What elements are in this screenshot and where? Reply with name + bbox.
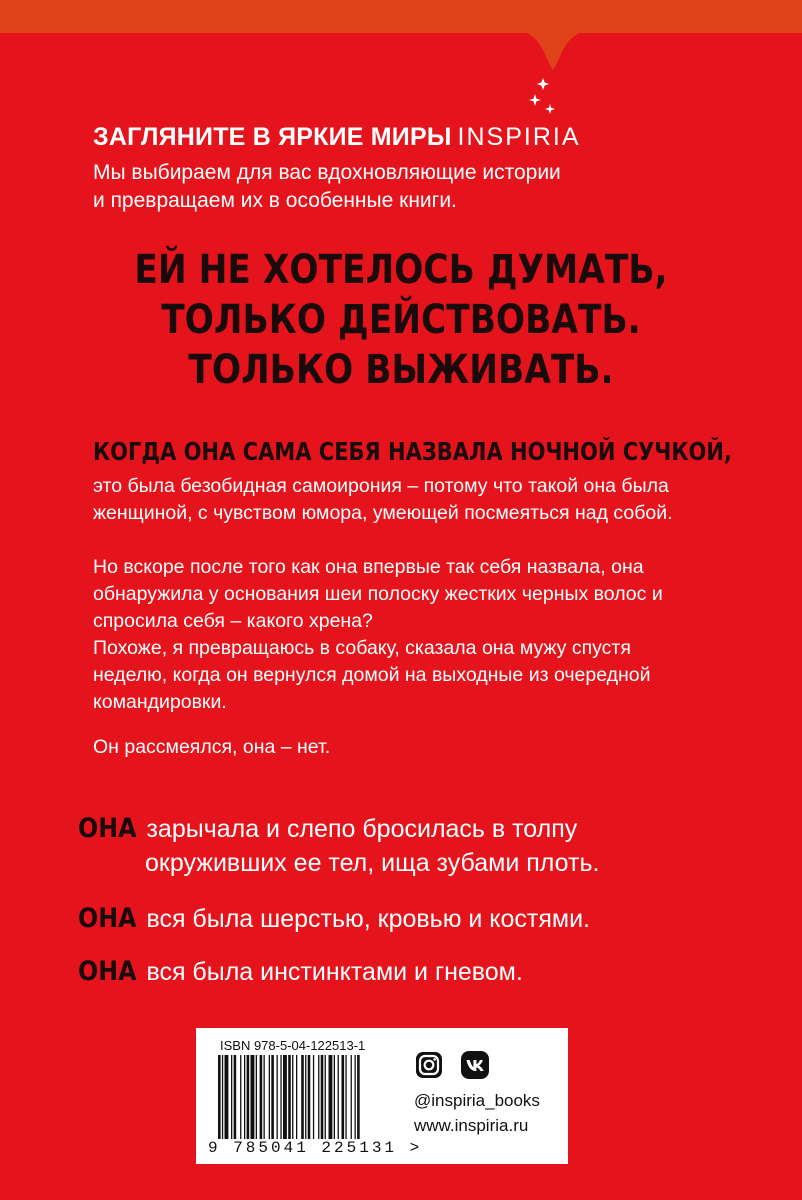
text-line: это была безобидная самоирония – потому что такой она была xyxy=(93,475,669,497)
text-line: Похоже, я превращаюсь в собаку, сказала она мужу спустя xyxy=(93,637,631,659)
bookmark-tab xyxy=(518,30,588,70)
barcode-bar xyxy=(288,1055,291,1139)
barcode-bar xyxy=(308,1055,311,1139)
ona-statement xyxy=(78,955,758,989)
publisher-intro xyxy=(93,159,713,215)
text-line: Но вскоре после того как она впервые так себя назвала, она xyxy=(93,556,644,578)
barcode-bar xyxy=(357,1055,360,1139)
barcode-bar xyxy=(351,1055,352,1139)
barcode-bar xyxy=(338,1055,339,1139)
barcode-bar xyxy=(342,1055,345,1139)
barcode-bar xyxy=(218,1055,221,1139)
text-line: неделю, когда он вернулся домой на выходные из очередной xyxy=(93,664,651,686)
barcode-bar xyxy=(222,1055,223,1139)
barcode-bar xyxy=(264,1055,265,1139)
website-link[interactable]: www.inspiria.ru xyxy=(414,1116,529,1135)
barcode-bar xyxy=(269,1055,270,1139)
intro-line: и превращаем их в особенные книги. xyxy=(93,189,457,212)
statement-text: вся была шерстью, кровью и костями. xyxy=(146,905,591,933)
tagline-text: ЗАГЛЯНИТЕ В ЯРКИЕ МИРЫ xyxy=(93,123,452,151)
publisher-tagline xyxy=(93,123,581,152)
barcode-bar xyxy=(305,1055,306,1139)
social-handle[interactable]: @inspiria_books xyxy=(414,1091,540,1110)
blurb-paragraph xyxy=(93,635,733,716)
statement-text: окруживших ее тел, ища зубами плоть. xyxy=(145,849,600,877)
text-line: командировки. xyxy=(93,691,227,713)
barcode-digits: 9 785041 225131 > xyxy=(208,1139,423,1157)
ona-keyword: ОНА xyxy=(78,956,137,987)
headline-line: ТОЛЬКО ДЕЙСТВОВАТЬ. xyxy=(161,297,641,343)
blurb-lead: КОГДА ОНА САМА СЕБЯ НАЗВАЛА НОЧНОЙ СУЧКОЙ, xyxy=(93,437,732,466)
barcode-bar xyxy=(260,1055,263,1139)
barcode-bar xyxy=(231,1055,232,1139)
barcode-bar xyxy=(247,1055,250,1139)
top-band xyxy=(0,0,802,33)
barcode-bar xyxy=(321,1055,324,1139)
brand-name: INSPIRIA xyxy=(457,123,581,151)
barcode-bar xyxy=(313,1055,314,1139)
ona-keyword: ОНА xyxy=(78,903,137,934)
intro-line: Мы выбираем для вас вдохновляющие истории xyxy=(93,161,561,184)
ona-statement xyxy=(78,902,758,936)
headline xyxy=(108,245,695,395)
barcode-bar xyxy=(318,1055,319,1139)
barcode-bar xyxy=(334,1055,335,1139)
barcode-bar xyxy=(280,1055,281,1139)
barcode-bar xyxy=(283,1055,287,1139)
barcode-bar xyxy=(355,1055,356,1139)
headline-line: ЕЙ НЕ ХОТЕЛОСЬ ДУМАТЬ, xyxy=(134,247,668,293)
barcode-bar xyxy=(325,1055,326,1139)
headline-line: ТОЛЬКО ВЫЖИВАТЬ. xyxy=(188,347,614,393)
barcode-bar xyxy=(292,1055,293,1139)
sparkle-stars-icon xyxy=(526,74,560,118)
barcode-bar xyxy=(329,1055,333,1139)
barcode-bar xyxy=(234,1055,237,1139)
isbn-number: ISBN 978-5-04-122513-1 xyxy=(220,1038,366,1053)
barcode-bar xyxy=(244,1055,245,1139)
barcode-bar xyxy=(256,1055,257,1139)
ona-statement xyxy=(78,812,758,880)
barcode xyxy=(218,1055,408,1139)
statement-text: вся была инстинктами и гневом. xyxy=(146,958,523,986)
barcode-bar xyxy=(296,1055,297,1139)
barcode-bar xyxy=(301,1055,304,1139)
text-line: женщиной, с чувством юмора, умеющей посмеяться над собой. xyxy=(93,502,673,524)
text-line: обнаружила у основания шеи полоску жестких черных волос и xyxy=(93,583,663,605)
instagram-icon[interactable] xyxy=(414,1050,444,1080)
barcode-bar xyxy=(251,1055,255,1139)
blurb-paragraph: Он рассмеялся, она – нет. xyxy=(93,736,331,758)
blurb-paragraph xyxy=(93,554,733,635)
barcode-panel xyxy=(196,1028,568,1164)
barcode-bar xyxy=(345,1055,346,1139)
statement-text: зарычала и слепо бросилась в толпу xyxy=(146,815,578,843)
barcode-bar xyxy=(277,1055,278,1139)
ona-keyword: ОНА xyxy=(78,813,137,844)
barcode-bar xyxy=(271,1055,274,1139)
vk-icon[interactable] xyxy=(460,1050,490,1080)
barcode-bar xyxy=(225,1055,229,1139)
text-line: спросила себя – какого хрена? xyxy=(93,610,373,632)
blurb-paragraph xyxy=(93,473,733,527)
barcode-bar xyxy=(240,1055,241,1139)
